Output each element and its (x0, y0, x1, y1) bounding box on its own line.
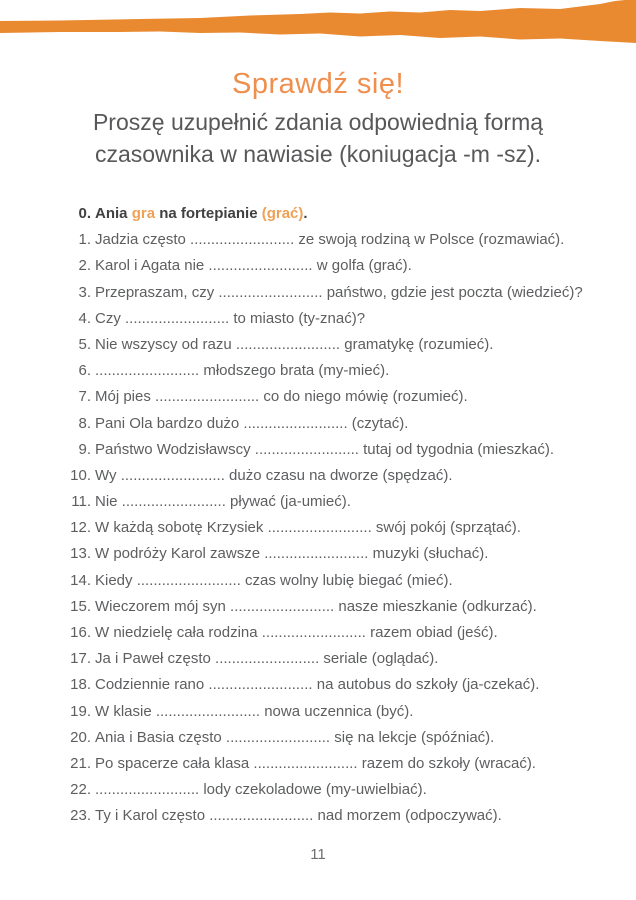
item-text: Nie ......................... pływać (ja-umieć). (95, 493, 351, 511)
item-text: W niedzielę cała rodzina ......................... razem obiad (jeść). (95, 624, 498, 641)
item-text: Państwo Wodzisławscy ......................... tutaj od tygodnia (mieszkać). (95, 440, 555, 458)
example-number: 0. (78, 205, 91, 222)
instruction-line-2: czasownika w nawiasie (koniugacja -m -sz). (94, 141, 542, 167)
page-title: Sprawdź się! (231, 68, 404, 100)
list-item (54, 411, 594, 437)
list-item (54, 306, 594, 332)
item-text: Ja i Paweł często ......................... seriale (oglądać). (95, 650, 439, 668)
item-number: 6. (78, 362, 91, 380)
list-item (54, 437, 594, 463)
item-number: 5. (78, 335, 91, 353)
list-item (54, 646, 594, 672)
item-text: Czy ......................... to miasto (ty-znać)? (95, 309, 366, 327)
example-text (95, 201, 308, 227)
instruction-line-1: Proszę uzupełnić zdania odpowiednią formą (92, 109, 544, 135)
list-item (54, 253, 594, 279)
item-number: 2. (78, 257, 91, 275)
exercise-list (54, 201, 594, 830)
item-text: ......................... lody czekoladowe (my-uwielbiać). (95, 781, 427, 799)
list-item (54, 280, 594, 306)
list-item (54, 515, 594, 541)
list-item (54, 227, 594, 253)
item-number: 9. (78, 440, 91, 458)
list-item (54, 384, 594, 410)
item-text: Ty i Karol często ......................... nad morzem (odpoczywać). (95, 807, 502, 825)
example-item (54, 201, 594, 227)
item-number: 22. (70, 781, 91, 799)
item-text: Wy ......................... dużo czasu na dworze (spędzać). (95, 466, 453, 484)
item-text: Jadzia często ......................... ze swoją rodziną w Polsce (rozmawiać). (95, 231, 565, 249)
list-item (54, 699, 594, 725)
item-text: ......................... młodszego brata (my-mieć). (95, 362, 390, 380)
list-item (54, 489, 594, 515)
list-item (54, 332, 594, 358)
item-text: Wieczorem mój syn ......................... nasze mieszkanie (odkurzać). (95, 597, 537, 615)
item-number: 17. (70, 650, 91, 668)
item-text: Przepraszam, czy ......................... państwo, gdzie jest poczta (wiedzieć)? (95, 283, 583, 301)
item-text: Mój pies ......................... co do niego mówię (rozumieć). (95, 388, 468, 406)
item-text: Karol i Agata nie ......................... w golfa (grać). (95, 257, 412, 275)
item-number: 8. (78, 414, 91, 432)
example-pre: Ania (95, 205, 132, 222)
item-number: 12. (70, 519, 91, 537)
item-text: Ania i Basia często ......................... się na lekcje (spóźniać). (95, 728, 495, 746)
item-number: 19. (70, 702, 91, 720)
item-number: 13. (70, 545, 91, 563)
item-text: Po spacerze cała klasa ......................... razem do szkoły (wracać). (95, 754, 536, 772)
item-number: 21. (70, 754, 91, 772)
item-number: 18. (70, 676, 91, 694)
item-text: W klasie ......................... nowa uczennica (być). (95, 702, 414, 720)
list-item (54, 725, 594, 751)
item-number: 7. (78, 388, 91, 406)
brush-stroke-header (0, 0, 636, 48)
instruction-text (0, 106, 636, 170)
list-item (54, 751, 594, 777)
item-text: Codziennie rano ......................... na autobus do szkoły (ja-czekać). (95, 676, 540, 694)
item-number: 14. (70, 571, 91, 589)
item-number: 4. (78, 309, 91, 327)
item-number: 23. (70, 807, 91, 825)
list-item (54, 358, 594, 384)
item-text: Kiedy ......................... czas wolny lubię biegać (mieć). (95, 571, 453, 589)
example-mid: na fortepianie (155, 205, 262, 222)
item-number: 3. (78, 283, 91, 301)
item-text: Pani Ola bardzo dużo ......................... (czytać). (95, 414, 409, 432)
list-item (54, 620, 594, 646)
item-number: 11. (71, 493, 91, 511)
list-item (54, 672, 594, 698)
item-number: 20. (70, 728, 91, 746)
item-text: W każdą sobotę Krzysiek ......................... swój pokój (sprzątać). (95, 519, 521, 537)
page-number: 11 (310, 846, 326, 863)
item-number: 16. (70, 624, 91, 641)
list-item (54, 803, 594, 829)
example-hint: (grać) (261, 205, 304, 222)
example-answer: gra (131, 205, 156, 222)
list-item (54, 777, 594, 803)
list-item (54, 463, 594, 489)
item-text: W podróży Karol zawsze ......................... muzyki (słuchać). (95, 545, 489, 563)
example-post: . (303, 205, 308, 222)
item-number: 10. (70, 466, 91, 484)
item-number: 15. (70, 597, 91, 615)
list-item (54, 594, 594, 620)
item-number: 1. (78, 231, 91, 249)
list-item (54, 568, 594, 594)
list-item (54, 541, 594, 567)
item-text: Nie wszyscy od razu ......................... gramatykę (rozumieć). (95, 335, 494, 353)
